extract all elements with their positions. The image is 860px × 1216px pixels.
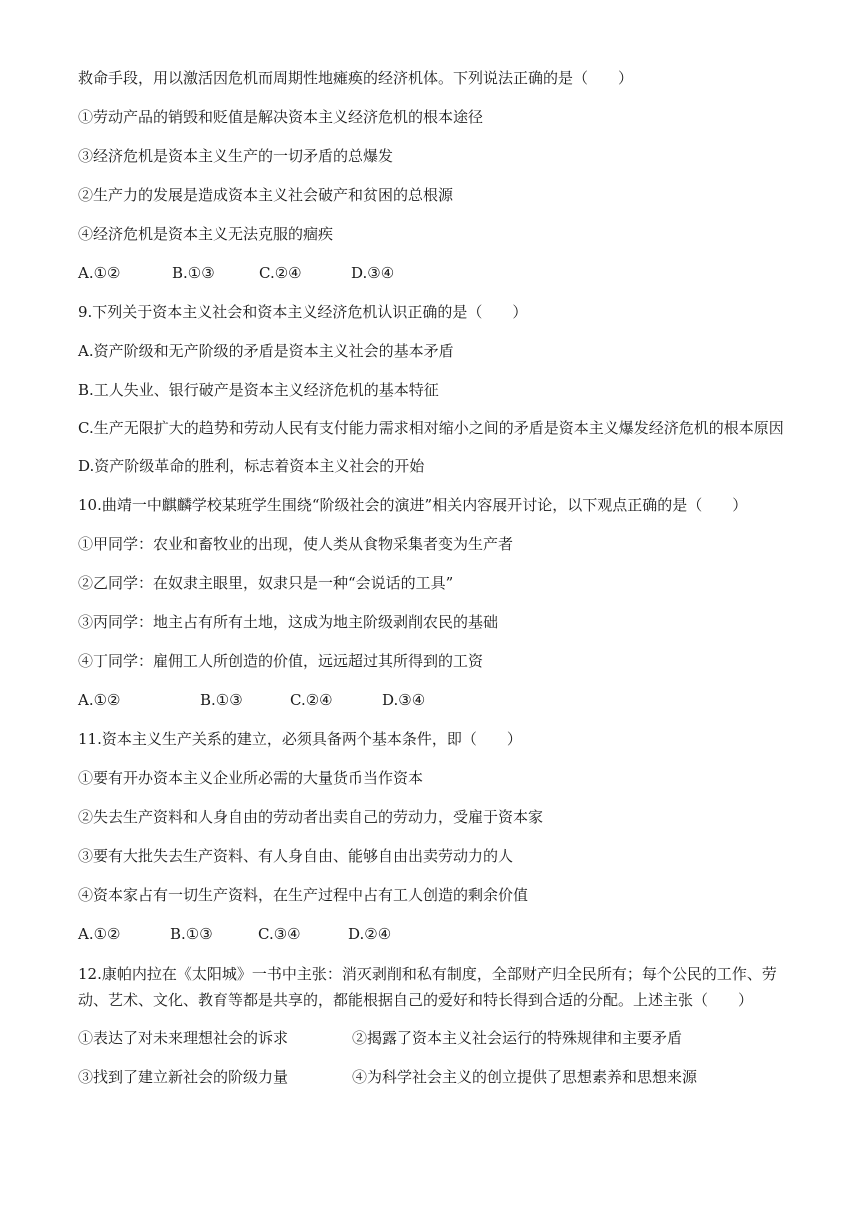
q8-options [78, 261, 790, 285]
q9-stem: 9.下列关于资本主义社会和资本主义经济危机认识正确的是（ ） [78, 303, 528, 321]
q9-choice-b: B.工人失业、银行破产是资本主义经济危机的基本特征 [78, 381, 439, 399]
q8-option-b: B.①③ [172, 264, 215, 282]
q8-option-c: C.②④ [259, 264, 302, 282]
q10-options [78, 688, 790, 712]
q11-item-2: ②失去生产资料和人身自由的劳动者出卖自己的劳动力，受雇于资本家 [78, 808, 544, 826]
q11-option-c: C.③④ [258, 925, 301, 943]
q8-option-d: D.③④ [351, 264, 395, 282]
q8-option-a: A.①② [78, 264, 121, 282]
q9-choice-d: D.资产阶级革命的胜利，标志着资本主义社会的开始 [78, 457, 425, 475]
q11-options [78, 922, 790, 946]
q12-item-1: ①表达了对未来理想社会的诉求 [78, 1029, 289, 1047]
q10-option-a: A.①② [78, 691, 121, 709]
q11-item-4: ④资本家占有一切生产资料，在生产过程中占有工人创造的剩余价值 [78, 886, 529, 904]
q10-item-2: ②乙同学：在奴隶主眼里，奴隶只是一种“会说话的工具” [78, 574, 454, 592]
q8-item-3: ③经济危机是资本主义生产的一切矛盾的总爆发 [78, 147, 394, 165]
q10-item-1: ①甲同学：农业和畜牧业的出现，使人类从食物采集者变为生产者 [78, 535, 514, 553]
document-page [78, 66, 790, 1089]
q11-stem: 11.资本主义生产关系的建立，必须具备两个基本条件，即（ ） [78, 730, 522, 748]
q10-option-c: C.②④ [290, 691, 333, 709]
q10-item-3: ③丙同学：地主占有所有土地，这成为地主阶级剥削农民的基础 [78, 613, 499, 631]
q8-item-1: ①劳动产品的销毁和贬值是解决资本主义经济危机的根本途径 [78, 108, 484, 126]
q12-item-3: ③找到了建立新社会的阶级力量 [78, 1068, 289, 1086]
q10-option-b: B.①③ [200, 691, 243, 709]
q12-items-row-1 [78, 1026, 790, 1050]
q12-items-row-2 [78, 1065, 790, 1089]
q12-stem: 12.康帕内拉在《太阳城》一书中主张：消灭剥削和私有制度，全部财产归全民所有；每个公民的工作、劳动、艺术、文化、教育等都是共享的，都能根据自己的爱好和特长得到合适的分配。上述主张（ ） [78, 965, 777, 1009]
q10-item-4: ④丁同学：雇佣工人所创造的价值，远远超过其所得到的工资 [78, 652, 484, 670]
q8-item-2: ②生产力的发展是造成资本主义社会破产和贫困的总根源 [78, 186, 454, 204]
q12-item-2: ②揭露了资本主义社会运行的特殊规律和主要矛盾 [352, 1029, 683, 1047]
q11-item-3: ③要有大批失去生产资料、有人身自由、能够自由出卖劳动力的人 [78, 847, 514, 865]
q10-stem: 10.曲靖一中麒麟学校某班学生围绕“阶级社会的演进”相关内容展开讨论，以下观点正确的是（ ） [78, 496, 748, 514]
q8-stem-continuation: 救命手段，用以激活因危机而周期性地瘫痪的经济机体。下列说法正确的是（ ） [78, 69, 634, 87]
q9-choice-a: A.资产阶级和无产阶级的矛盾是资本主义社会的基本矛盾 [78, 342, 454, 360]
q11-option-d: D.②④ [348, 925, 392, 943]
q11-item-1: ①要有开办资本主义企业所必需的大量货币当作资本 [78, 769, 424, 787]
q12-item-4: ④为科学社会主义的创立提供了思想素养和思想来源 [352, 1068, 698, 1086]
q11-option-a: A.①② [78, 925, 121, 943]
q9-choice-c: C.生产无限扩大的趋势和劳动人民有支付能力需求相对缩小之间的矛盾是资本主义爆发经济危机的根本原因 [78, 419, 784, 437]
q11-option-b: B.①③ [170, 925, 213, 943]
q8-item-4: ④经济危机是资本主义无法克服的痼疾 [78, 225, 334, 243]
q10-option-d: D.③④ [382, 691, 426, 709]
